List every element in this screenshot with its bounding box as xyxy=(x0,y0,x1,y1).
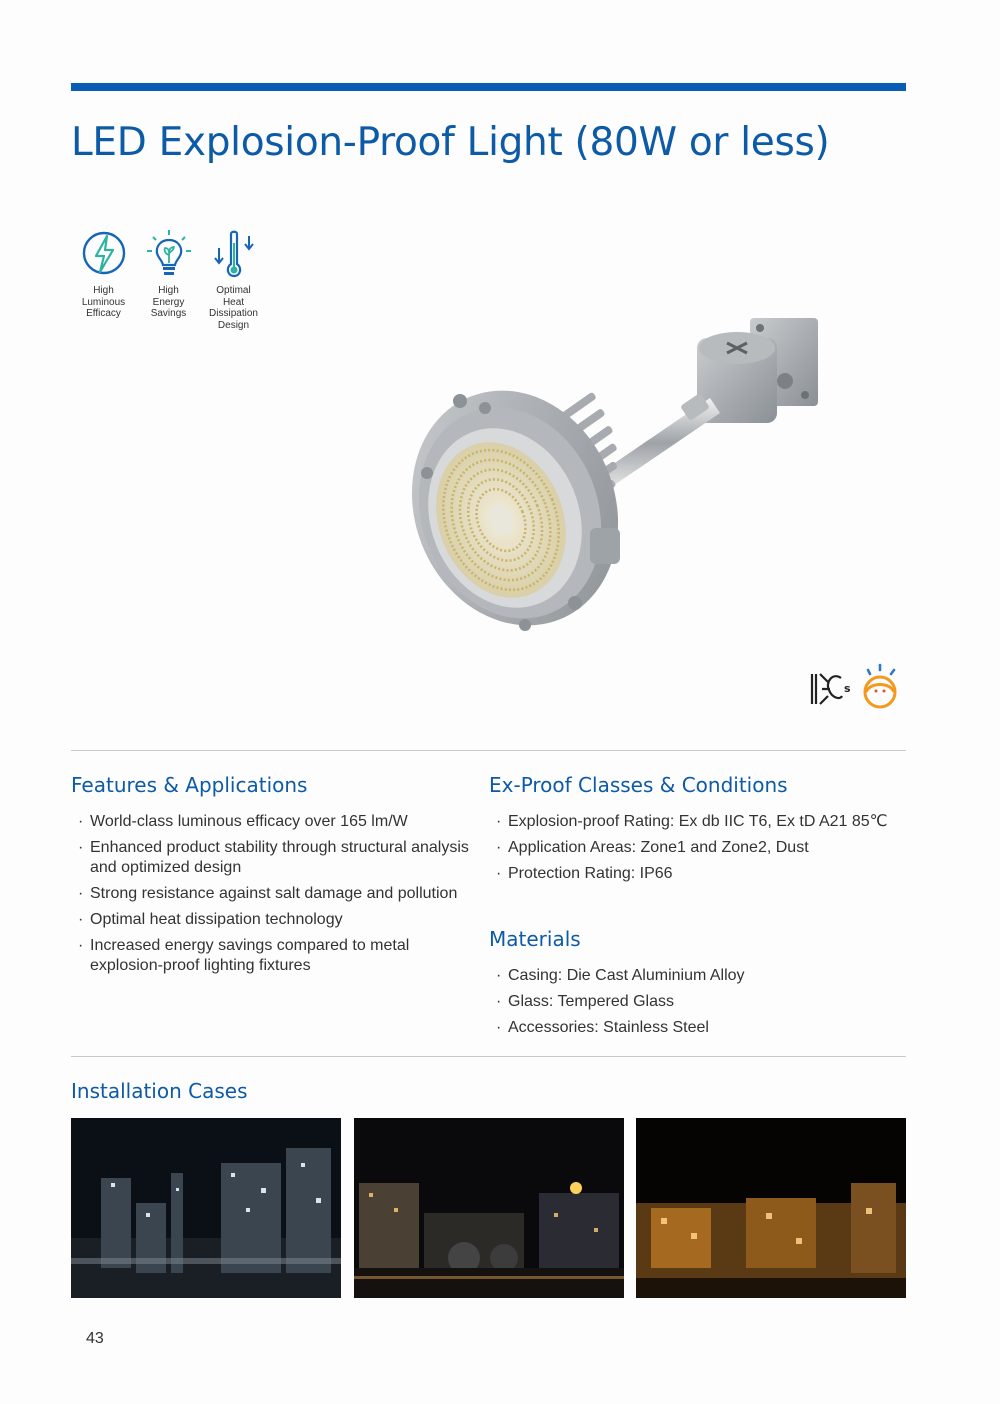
cert-letter: s xyxy=(844,682,851,695)
installation-heading: Installation Cases xyxy=(71,1079,248,1103)
exproof-list xyxy=(490,812,906,890)
list-item: · Enhanced product stability through structural analysis and optimized design xyxy=(72,838,482,878)
list-item: · Protection Rating: IP66 xyxy=(490,864,906,884)
list-item: · Application Areas: Zone1 and Zone2, Dust xyxy=(490,838,906,858)
list-item: · Glass: Tempered Glass xyxy=(490,992,906,1012)
installation-photo-3 xyxy=(636,1118,906,1298)
light-bulb-icon xyxy=(144,228,194,282)
product-image xyxy=(405,313,835,633)
thermometer-icon xyxy=(209,228,259,282)
installation-photo-2 xyxy=(354,1118,624,1298)
top-accent-bar xyxy=(71,83,906,91)
features-applications-list xyxy=(72,812,482,982)
materials-list xyxy=(490,966,906,1044)
list-item: · Strong resistance against salt damage and pollution xyxy=(72,884,482,904)
kcs-certification-mark xyxy=(808,660,903,710)
feature-high-energy-savings: High Energy Savings xyxy=(136,228,201,331)
materials-heading: Materials xyxy=(489,927,581,951)
list-item: · Increased energy savings compared to metal explosion-proof lighting fixtures xyxy=(72,936,440,976)
lightning-icon xyxy=(79,228,129,282)
page-number: 43 xyxy=(86,1330,104,1347)
divider-top xyxy=(71,750,906,751)
feature-optimal-heat-dissipation: Optimal Heat Dissipation Design xyxy=(201,228,266,331)
installation-photo-1 xyxy=(71,1118,341,1298)
page-title: LED Explosion-Proof Light (80W or less) xyxy=(71,120,830,165)
list-item: · Accessories: Stainless Steel xyxy=(490,1018,906,1038)
features-applications-heading: Features & Applications xyxy=(71,773,308,797)
list-item: · World-class luminous efficacy over 165 lm/W xyxy=(72,812,482,832)
exproof-heading: Ex-Proof Classes & Conditions xyxy=(489,773,788,797)
feature-high-luminous-efficacy: High Luminous Efficacy xyxy=(71,228,136,331)
feature-icons xyxy=(71,228,266,331)
list-item: · Explosion-proof Rating: Ex db IIC T6, Ex tD A21 85℃ xyxy=(490,812,906,832)
list-item: · Casing: Die Cast Aluminium Alloy xyxy=(490,966,906,986)
list-item: · Optimal heat dissipation technology xyxy=(72,910,482,930)
divider-bottom xyxy=(71,1056,906,1057)
